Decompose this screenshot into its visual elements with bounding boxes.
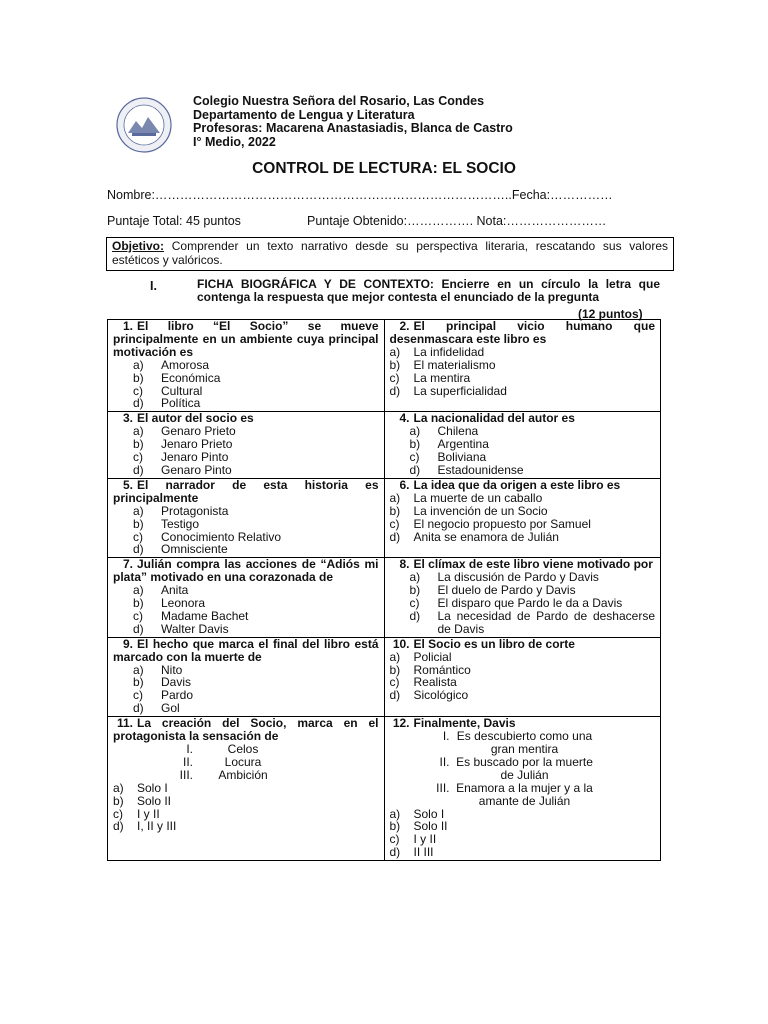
question-cell bbox=[384, 478, 661, 557]
question-cell bbox=[108, 637, 385, 716]
statement-numeral: III. bbox=[179, 767, 193, 782]
option-text: Omnisciente bbox=[161, 542, 228, 557]
statement-text: Locura bbox=[224, 754, 262, 769]
question-cell bbox=[108, 558, 385, 637]
option-text: I y II bbox=[413, 832, 437, 847]
option-text: Jenaro Prieto bbox=[161, 437, 233, 452]
answer-option[interactable] bbox=[390, 359, 656, 372]
option-letter[interactable]: d) bbox=[113, 819, 124, 834]
option-text: Protagonista bbox=[161, 503, 229, 518]
answer-option[interactable] bbox=[390, 610, 656, 636]
option-text: El materialismo bbox=[413, 357, 496, 372]
answer-option[interactable] bbox=[113, 820, 379, 833]
option-text: Realista bbox=[413, 675, 457, 690]
option-text: Solo I bbox=[413, 806, 445, 821]
option-letter[interactable]: a) bbox=[409, 424, 421, 439]
question-text bbox=[113, 412, 379, 425]
option-letter[interactable]: a) bbox=[133, 583, 144, 598]
question-text bbox=[390, 479, 656, 492]
question-number: 4. bbox=[399, 411, 410, 426]
question-number: 2. bbox=[399, 319, 410, 333]
option-letter[interactable]: b) bbox=[389, 819, 401, 834]
answer-option[interactable] bbox=[390, 505, 656, 518]
answer-option[interactable] bbox=[390, 689, 656, 702]
option-letter[interactable]: b) bbox=[133, 516, 144, 531]
question-cell bbox=[108, 412, 385, 479]
department-name: Departamento de Lengua y Literatura bbox=[193, 107, 415, 122]
option-letter[interactable]: a) bbox=[133, 424, 144, 439]
question-cell bbox=[108, 320, 385, 412]
answer-option[interactable] bbox=[113, 464, 379, 477]
option-text: II III bbox=[413, 845, 434, 860]
teachers-line: Profesoras: Macarena Anastasiadis, Blanca de Castro bbox=[193, 121, 513, 135]
option-text: Nito bbox=[161, 662, 183, 677]
question-number: 12. bbox=[392, 716, 410, 731]
question-stem: El principal vicio humano que desenmascara este libro es bbox=[389, 319, 655, 346]
question-stem: El hecho que marca el final del libro está marcado con la muerte de bbox=[113, 636, 379, 664]
question-stem: La nacionalidad del autor es bbox=[413, 411, 575, 426]
option-text: La superficialidad bbox=[413, 383, 507, 398]
option-text: Leonora bbox=[161, 596, 206, 611]
option-text: Genaro Pinto bbox=[161, 462, 232, 477]
answer-option[interactable] bbox=[113, 397, 379, 410]
question-text bbox=[113, 717, 379, 743]
statement-numeral: II. bbox=[439, 754, 450, 769]
objective-box bbox=[106, 237, 674, 271]
option-text: La mentira bbox=[413, 370, 471, 385]
question-cell bbox=[108, 478, 385, 557]
option-text: La necesidad de Pardo de deshacerse de Davis bbox=[437, 608, 655, 636]
answer-option[interactable] bbox=[390, 651, 656, 664]
option-text: Genaro Prieto bbox=[161, 424, 236, 439]
option-text: Solo II bbox=[137, 793, 172, 808]
option-text: Solo II bbox=[413, 819, 448, 834]
answer-option[interactable] bbox=[113, 782, 379, 795]
question-number: 7. bbox=[122, 557, 133, 572]
option-letter[interactable]: c) bbox=[133, 383, 143, 398]
question-cell bbox=[384, 320, 661, 412]
option-text: Anita bbox=[161, 583, 189, 598]
objective-label: Objetivo: bbox=[112, 239, 165, 253]
answer-option[interactable] bbox=[390, 346, 656, 359]
option-letter[interactable]: a) bbox=[389, 649, 401, 664]
answer-option[interactable] bbox=[113, 385, 379, 398]
answer-option[interactable] bbox=[390, 518, 656, 531]
statement-item bbox=[390, 730, 656, 756]
option-text: Walter Davis bbox=[161, 621, 229, 636]
page-title: CONTROL DE LECTURA: EL SOCIO bbox=[252, 160, 516, 177]
school-name: Colegio Nuestra Señora del Rosario, Las Condes bbox=[193, 94, 485, 108]
option-text: Estadounidense bbox=[437, 462, 524, 477]
option-letter[interactable]: a) bbox=[133, 357, 144, 372]
question-cell bbox=[384, 412, 661, 479]
school-logo bbox=[116, 97, 172, 153]
question-stem: La idea que da origen a este libro es bbox=[413, 477, 621, 492]
option-letter[interactable]: b) bbox=[389, 503, 401, 518]
question-stem: Julián compra las acciones de “Adiós mi plata” motivado en una corazonada de bbox=[113, 557, 379, 585]
question-cell bbox=[384, 717, 661, 861]
total-score-label: Puntaje Total: 45 puntos bbox=[107, 214, 241, 228]
statement-text: Ambición bbox=[218, 767, 268, 782]
option-letter[interactable]: c) bbox=[389, 516, 400, 531]
option-text: El disparo que Pardo le da a Davis bbox=[437, 596, 623, 611]
objective-text: Comprender un texto narrativo desde su perspectiva literaria, rescatando sus valores estéticos y valóricos. bbox=[112, 239, 668, 267]
question-cell bbox=[384, 637, 661, 716]
statement-item bbox=[113, 769, 379, 782]
statement-text: Celos bbox=[227, 742, 259, 756]
statement-numeral: II. bbox=[182, 754, 193, 769]
option-letter[interactable]: b) bbox=[113, 793, 124, 808]
option-letter[interactable]: a) bbox=[133, 662, 144, 677]
option-letter[interactable]: d) bbox=[389, 383, 401, 398]
option-letter[interactable]: d) bbox=[133, 396, 144, 411]
option-letter[interactable]: d) bbox=[389, 688, 401, 703]
option-letter[interactable]: b) bbox=[389, 357, 401, 372]
question-text bbox=[113, 320, 379, 359]
answer-option[interactable] bbox=[113, 610, 379, 623]
answer-option[interactable] bbox=[390, 438, 656, 451]
statement-text: Es buscado por la muerte de Julián bbox=[456, 754, 593, 782]
question-text bbox=[113, 638, 379, 664]
section-points: (12 puntos) bbox=[578, 307, 643, 321]
option-letter[interactable]: b) bbox=[409, 437, 421, 452]
option-text: La infidelidad bbox=[413, 344, 485, 359]
option-letter[interactable]: d) bbox=[133, 621, 144, 636]
option-letter[interactable]: b) bbox=[389, 662, 401, 677]
option-text: I, II y III bbox=[137, 819, 177, 834]
option-letter[interactable]: c) bbox=[389, 370, 400, 385]
option-letter[interactable]: c) bbox=[409, 596, 420, 611]
statement-item bbox=[113, 756, 379, 769]
table-row bbox=[108, 637, 661, 716]
statement-item bbox=[113, 743, 379, 756]
option-letter[interactable]: d) bbox=[409, 608, 421, 623]
question-stem: La creación del Socio, marca en el protagonista la sensación de bbox=[113, 716, 379, 744]
obtained-score-field[interactable]: Puntaje Obtenido:……………. Nota:…………………… bbox=[307, 214, 607, 228]
option-text: La invención de un Socio bbox=[413, 503, 548, 518]
answer-option[interactable] bbox=[113, 584, 379, 597]
option-text: Chilena bbox=[437, 424, 479, 439]
answer-option[interactable] bbox=[113, 531, 379, 544]
option-text: Testigo bbox=[161, 516, 200, 531]
option-text: Boliviana bbox=[437, 450, 487, 465]
answer-option[interactable] bbox=[390, 372, 656, 385]
statement-numeral: III. bbox=[436, 780, 450, 795]
option-letter[interactable]: d) bbox=[133, 542, 144, 557]
answer-option[interactable] bbox=[390, 531, 656, 544]
question-number: 1. bbox=[122, 319, 133, 333]
option-text: Pardo bbox=[161, 688, 194, 703]
answer-option[interactable] bbox=[113, 451, 379, 464]
name-date-field[interactable]: Nombre:…………………………………………………………………………..Fecha:…………… bbox=[107, 188, 613, 202]
option-text: La discusión de Pardo y Davis bbox=[437, 570, 599, 585]
question-number: 5. bbox=[122, 477, 133, 492]
answer-option[interactable] bbox=[113, 676, 379, 689]
answer-option[interactable] bbox=[113, 623, 379, 636]
answer-option[interactable] bbox=[390, 385, 656, 398]
option-letter[interactable]: b) bbox=[133, 370, 144, 385]
question-number: 3. bbox=[122, 411, 133, 426]
option-text: Cultural bbox=[161, 383, 203, 398]
option-letter[interactable]: a) bbox=[389, 806, 401, 821]
option-letter[interactable]: a) bbox=[409, 570, 421, 585]
answer-option[interactable] bbox=[390, 846, 656, 859]
option-letter[interactable]: c) bbox=[133, 529, 143, 544]
question-text bbox=[390, 320, 656, 346]
option-letter[interactable]: c) bbox=[389, 832, 400, 847]
statement-text: Enamora a la mujer y a la amante de Julián bbox=[456, 780, 593, 808]
question-number: 9. bbox=[122, 636, 133, 651]
answer-option[interactable] bbox=[390, 464, 656, 477]
answer-option[interactable] bbox=[113, 425, 379, 438]
section-instructions: FICHA BIOGRÁFICA Y DE CONTEXTO: Encierre en un círculo la letra que contenga la respuesta que mejor contesta el enunciado de la pregunta bbox=[197, 277, 660, 304]
question-stem: El Socio es un libro de corte bbox=[413, 636, 575, 651]
statement-text: Es descubierto como una gran mentira bbox=[456, 729, 593, 756]
answer-option[interactable] bbox=[113, 543, 379, 556]
statement-numeral: I. bbox=[442, 729, 450, 744]
option-letter[interactable]: d) bbox=[389, 529, 401, 544]
option-text: Política bbox=[161, 396, 201, 411]
option-text: La muerte de un caballo bbox=[413, 490, 543, 505]
option-letter[interactable]: a) bbox=[389, 490, 401, 505]
statement-numeral: I. bbox=[186, 742, 193, 756]
option-letter[interactable]: c) bbox=[409, 450, 420, 465]
option-letter[interactable]: b) bbox=[133, 596, 144, 611]
option-text: Jenaro Pinto bbox=[161, 450, 229, 465]
option-text: Anita se enamora de Julián bbox=[413, 529, 559, 544]
question-number: 6. bbox=[399, 477, 410, 492]
question-number: 11. bbox=[116, 716, 133, 731]
table-row bbox=[108, 717, 661, 861]
option-text: Solo I bbox=[137, 780, 168, 795]
question-text bbox=[113, 479, 379, 505]
answer-option[interactable] bbox=[113, 795, 379, 808]
option-text: Madame Bachet bbox=[161, 608, 249, 623]
school-header bbox=[193, 95, 513, 149]
option-letter[interactable]: d) bbox=[133, 462, 144, 477]
option-text: Gol bbox=[161, 701, 180, 716]
answer-option[interactable] bbox=[113, 438, 379, 451]
option-letter[interactable]: c) bbox=[113, 806, 123, 821]
table-row bbox=[108, 558, 661, 637]
answer-option[interactable] bbox=[113, 518, 379, 531]
option-text: I y II bbox=[137, 806, 160, 821]
option-letter[interactable]: b) bbox=[133, 675, 144, 690]
option-letter[interactable]: a) bbox=[389, 344, 401, 359]
answer-option[interactable] bbox=[390, 492, 656, 505]
option-text: Argentina bbox=[437, 437, 489, 452]
section-number: I. bbox=[150, 279, 157, 293]
option-letter[interactable]: b) bbox=[133, 437, 144, 452]
option-letter[interactable]: c) bbox=[133, 608, 143, 623]
option-text: El negocio propuesto por Samuel bbox=[413, 516, 591, 531]
option-letter[interactable]: b) bbox=[409, 583, 421, 598]
answer-option[interactable] bbox=[113, 372, 379, 385]
option-letter[interactable]: a) bbox=[113, 780, 124, 795]
answer-option[interactable] bbox=[113, 597, 379, 610]
option-text: Policial bbox=[413, 649, 452, 664]
question-stem: El libro “El Socio” se mueve principalmente en un ambiente cuya principal motivación es bbox=[113, 319, 379, 359]
course-line: I° Medio, 2022 bbox=[193, 134, 276, 149]
statement-item bbox=[390, 782, 656, 808]
option-text: Amorosa bbox=[161, 357, 210, 372]
question-text bbox=[113, 558, 379, 584]
answer-option[interactable] bbox=[390, 425, 656, 438]
question-stem: El clímax de este libro viene motivado por bbox=[413, 557, 653, 572]
question-stem: Finalmente, Davis bbox=[413, 716, 516, 731]
option-text: El duelo de Pardo y Davis bbox=[437, 583, 576, 598]
answer-option[interactable] bbox=[113, 664, 379, 677]
answer-option[interactable] bbox=[113, 359, 379, 372]
question-cell bbox=[384, 558, 661, 637]
option-text: Económica bbox=[161, 370, 221, 385]
question-text bbox=[390, 638, 656, 651]
table-row bbox=[108, 478, 661, 557]
answer-option[interactable] bbox=[113, 702, 379, 715]
question-stem: El narrador de esta historia es principalmente bbox=[113, 477, 379, 505]
option-letter[interactable]: d) bbox=[409, 462, 421, 477]
option-text: Conocimiento Relativo bbox=[161, 529, 282, 544]
option-letter[interactable]: a) bbox=[133, 503, 144, 518]
question-stem: El autor del socio es bbox=[137, 411, 254, 426]
question-cell bbox=[108, 717, 385, 861]
option-text: Sicológico bbox=[413, 688, 469, 703]
question-number: 8. bbox=[399, 557, 410, 572]
option-letter[interactable]: c) bbox=[133, 688, 143, 703]
question-text bbox=[390, 412, 656, 425]
answer-option[interactable] bbox=[113, 689, 379, 702]
statement-item bbox=[390, 756, 656, 782]
table-row bbox=[108, 412, 661, 479]
question-number: 10. bbox=[392, 636, 410, 651]
option-letter[interactable]: c) bbox=[389, 675, 400, 690]
option-letter[interactable]: d) bbox=[389, 845, 401, 860]
answer-option[interactable] bbox=[390, 597, 656, 610]
option-letter[interactable]: d) bbox=[133, 701, 144, 716]
option-letter[interactable]: c) bbox=[133, 450, 143, 465]
option-text: Romántico bbox=[413, 662, 471, 677]
table-row bbox=[108, 320, 661, 412]
questions-table bbox=[107, 319, 661, 861]
option-text: Davis bbox=[161, 675, 192, 690]
answer-option[interactable] bbox=[113, 505, 379, 518]
